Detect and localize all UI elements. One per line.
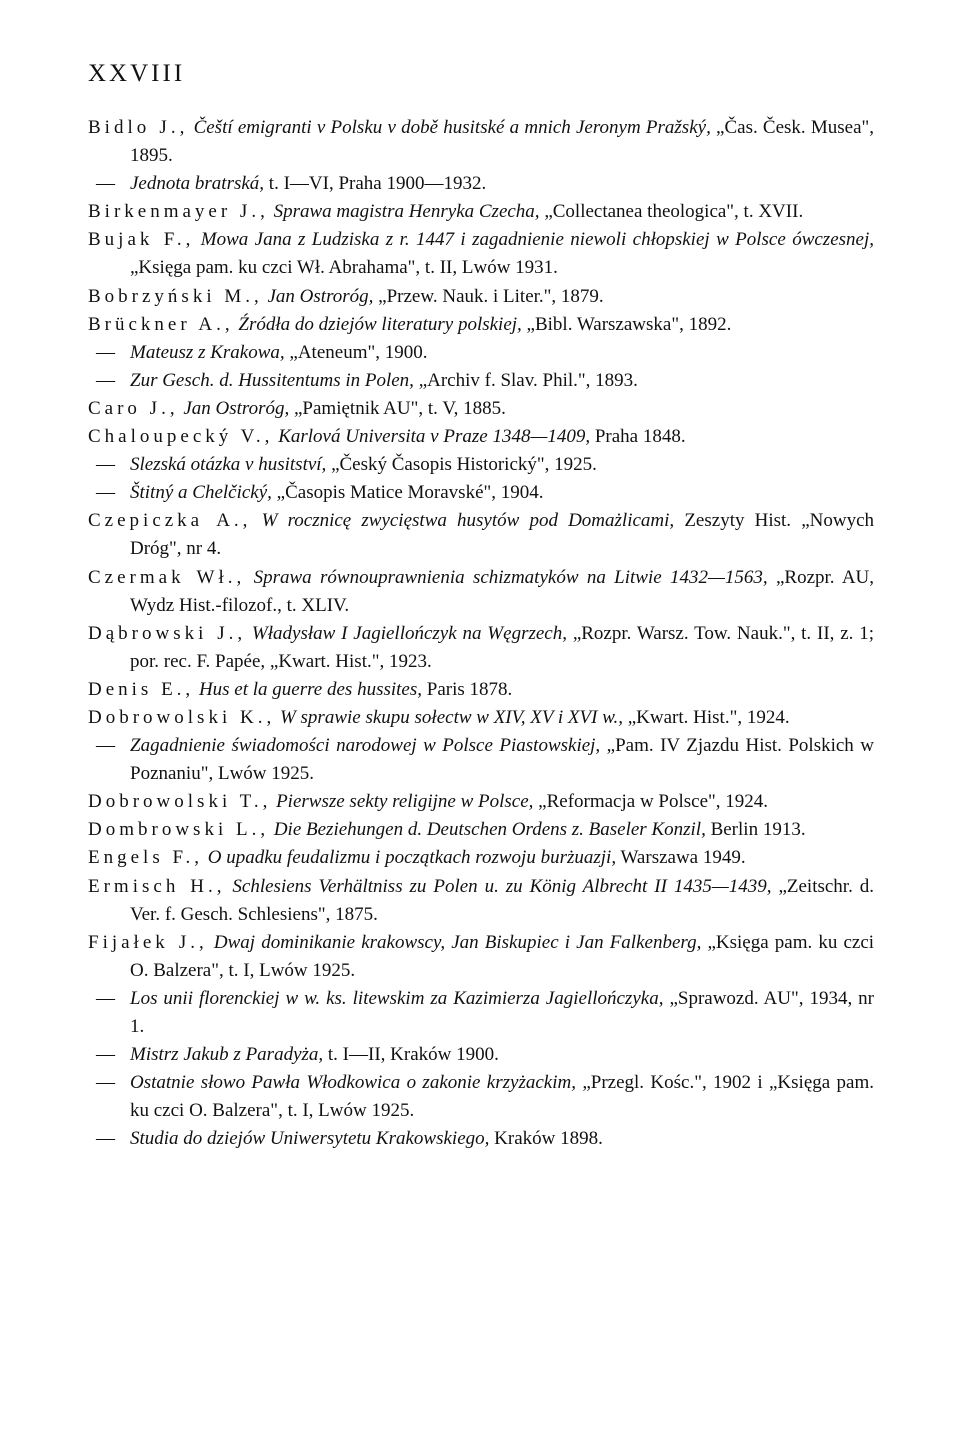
entry-publication: „Księga pam. ku czci Wł. Abrahama", t. II, Lwów 1931. xyxy=(130,257,558,279)
entry-author: Caro J., xyxy=(88,397,179,419)
entry-title: Sprawa magistra Henryka Czecha, xyxy=(273,201,540,223)
entry-title: Hus et la guerre des hussites, xyxy=(198,678,422,700)
entry-title: Ostatnie słowo Pawła Włodkowica o zakonie krzyżackim, xyxy=(130,1072,576,1094)
ditto-dash: — xyxy=(96,1128,115,1150)
entry-title: Pierwsze sekty religijne w Polsce, xyxy=(276,791,534,813)
bibliography-entry xyxy=(88,283,874,311)
ditto-dash: — xyxy=(96,987,115,1009)
entry-author: Czepiczka A., xyxy=(88,510,252,532)
bibliography-entry xyxy=(88,620,874,676)
entry-title: Sprawa równouprawnienia schizmatyków na Litwie 1432—1563, xyxy=(253,566,768,588)
entry-publication: Warszawa 1949. xyxy=(620,847,746,869)
bibliography-entry xyxy=(88,451,874,479)
entry-title: Die Beziehungen d. Deutschen Ordens z. Baseler Konzil, xyxy=(273,819,706,841)
bibliography-entry xyxy=(88,985,874,1041)
entry-publication: t. I—II, Kraków 1900. xyxy=(327,1044,499,1066)
entry-title: Zagadnienie świadomości narodowej w Polsce Piastowskiej, xyxy=(130,735,601,757)
bibliography-entry xyxy=(88,479,874,507)
entry-publication: „Pamiętnik AU", t. V, 1885. xyxy=(294,397,506,419)
entry-title: Władysław I Jagiellończyk na Węgrzech, xyxy=(251,622,567,644)
entry-title: Jan Ostroróg, xyxy=(267,285,374,307)
ditto-dash: — xyxy=(96,1072,115,1094)
entry-title: O upadku feudalizmu i początkach rozwoju burżuazji, xyxy=(207,847,617,869)
entry-publication: „Collectanea theologica", t. XVII. xyxy=(544,201,804,223)
entry-title: Dwaj dominikanie krakowscy, Jan Biskupiec i Jan Falkenberg, xyxy=(213,931,702,953)
entry-author: Bujak F., xyxy=(88,229,195,251)
entry-publication: „Český Časopis Historický", 1925. xyxy=(331,454,597,476)
bibliography-list xyxy=(88,114,874,1153)
entry-publication: „Pam. IV Zjazdu Hist. Polskich w Poznaniu", Lwów 1925. xyxy=(130,735,874,785)
entry-publication: t. I—VI, Praha 1900—1932. xyxy=(268,173,487,195)
entry-author: Dąbrowski J., xyxy=(88,622,247,644)
entry-title: Zur Gesch. d. Hussitentums in Polen, xyxy=(130,369,414,391)
entry-publication: „Ateneum", 1900. xyxy=(289,341,428,363)
entry-title: Mowa Jana z Ludziska z r. 1447 i zagadnienie niewoli chłopskiej w Polsce ówczesnej, xyxy=(200,229,874,251)
ditto-dash: — xyxy=(96,482,115,504)
bibliography-entry xyxy=(88,170,874,198)
entry-title: Slezská otázka v husitství, xyxy=(130,454,327,476)
entry-publication: Zeszyty Hist. „Nowych Dróg", nr 4. xyxy=(130,510,874,560)
entry-title: Karlová Universita v Praze 1348—1409, xyxy=(278,426,591,448)
bibliography-entry xyxy=(88,788,874,816)
bibliography-entry xyxy=(88,311,874,339)
entry-author: Dobrowolski K., xyxy=(88,706,276,728)
bibliography-entry xyxy=(88,844,874,872)
bibliography-entry xyxy=(88,507,874,563)
entry-author: Bobrzyński M., xyxy=(88,285,263,307)
bibliography-entry xyxy=(88,1125,874,1153)
bibliography-entry xyxy=(88,704,874,732)
entry-publication: „Časopis Matice Moravské", 1904. xyxy=(276,482,544,504)
entry-title: Studia do dziejów Uniwersytetu Krakowskiego, xyxy=(130,1128,490,1150)
ditto-dash: — xyxy=(96,369,115,391)
entry-title: Schlesiens Verhältniss zu Polen u. zu König Albrecht II 1435—1439, xyxy=(232,875,772,897)
entry-publication: „Księga pam. ku czci O. Balzera", t. I, Lwów 1925. xyxy=(130,931,875,981)
bibliography-entry xyxy=(88,676,874,704)
entry-publication: „Przegl. Kośc.", 1902 i „Księga pam. ku czci O. Balzera", t. I, Lwów 1925. xyxy=(130,1072,875,1122)
bibliography-entry xyxy=(88,114,874,170)
entry-publication: „Archiv f. Slav. Phil.", 1893. xyxy=(418,369,638,391)
bibliography-entry xyxy=(88,198,874,226)
entry-publication: „Kwart. Hist.", 1924. xyxy=(627,706,790,728)
entry-title: Štitný a Chelčický, xyxy=(130,482,272,504)
entry-title: Mistrz Jakub z Paradyża, xyxy=(130,1044,324,1066)
entry-publication: Kraków 1898. xyxy=(494,1128,603,1150)
ditto-dash: — xyxy=(96,454,115,476)
entry-publication: Praha 1848. xyxy=(594,426,686,448)
entry-author: Engels F., xyxy=(88,847,204,869)
entry-author: Dobrowolski T., xyxy=(88,791,272,813)
entry-author: Bidlo J., xyxy=(88,117,189,138)
entry-publication: „Bibl. Warszawska", 1892. xyxy=(526,313,732,335)
bibliography-entry xyxy=(88,395,874,423)
ditto-dash: — xyxy=(96,1044,115,1066)
bibliography-entry xyxy=(88,339,874,367)
bibliography-entry xyxy=(88,816,874,844)
entry-title: Los unii florenckiej w w. ks. litewskim za Kazimierza Jagiellończyka, xyxy=(130,987,664,1009)
bibliography-entry xyxy=(88,873,874,929)
entry-title: Źródła do dziejów literatury polskiej, xyxy=(238,313,522,335)
entry-title: W sprawie skupu sołectw w XIV, XV i XVI w., xyxy=(279,706,623,728)
entry-title: Jednota bratrská, xyxy=(130,173,265,195)
entry-title: Mateusz z Krakowa, xyxy=(130,341,285,363)
bibliography-entry xyxy=(88,732,874,788)
entry-publication: Paris 1878. xyxy=(426,678,513,700)
entry-author: Dombrowski L., xyxy=(88,819,270,841)
entry-publication: „Čas. Česk. Musea", 1895. xyxy=(130,117,875,167)
entry-publication: Berlin 1913. xyxy=(710,819,806,841)
bibliography-entry xyxy=(88,226,874,282)
entry-author: Birkenmayer J., xyxy=(88,201,269,223)
entry-author: Fijałek J., xyxy=(88,931,208,953)
entry-title: Jan Ostroróg, xyxy=(183,397,290,419)
entry-title: Čeští emigranti v Polsku v době husitské a mnich Jeronym Pražský, xyxy=(193,117,711,138)
bibliography-entry xyxy=(88,367,874,395)
bibliography-entry xyxy=(88,929,874,985)
entry-publication: „Zeitschr. d. Ver. f. Gesch. Schlesiens", 1875. xyxy=(130,875,875,925)
page-number: XXVIII xyxy=(88,60,186,87)
bibliography-entry xyxy=(88,423,874,451)
entry-publication: „Rozpr. Warsz. Tow. Nauk.", t. II, z. 1; por. rec. F. Papée, „Kwart. Hist.", 1923. xyxy=(130,622,875,672)
bibliography-entry xyxy=(88,564,874,620)
ditto-dash: — xyxy=(96,173,115,195)
entry-publication: „Reformacja w Polsce", 1924. xyxy=(538,791,769,813)
entry-publication: „Rozpr. AU, Wydz Hist.-filozof., t. XLIV. xyxy=(130,566,875,616)
entry-publication: „Przew. Nauk. i Liter.", 1879. xyxy=(378,285,604,307)
entry-title: W rocznicę zwycięstwa husytów pod Domażlicami, xyxy=(261,510,675,532)
ditto-dash: — xyxy=(96,341,115,363)
entry-author: Ermisch H., xyxy=(88,875,226,897)
entry-author: Czermak Wł., xyxy=(88,566,246,588)
entry-author: Denis E., xyxy=(88,678,195,700)
bibliography-entry xyxy=(88,1069,874,1125)
entry-publication: „Sprawozd. AU", 1934, nr 1. xyxy=(130,987,874,1037)
entry-author: Chaloupecký V., xyxy=(88,426,274,448)
entry-author: Brückner A., xyxy=(88,313,234,335)
bibliography-entry xyxy=(88,1041,874,1069)
ditto-dash: — xyxy=(96,735,115,757)
